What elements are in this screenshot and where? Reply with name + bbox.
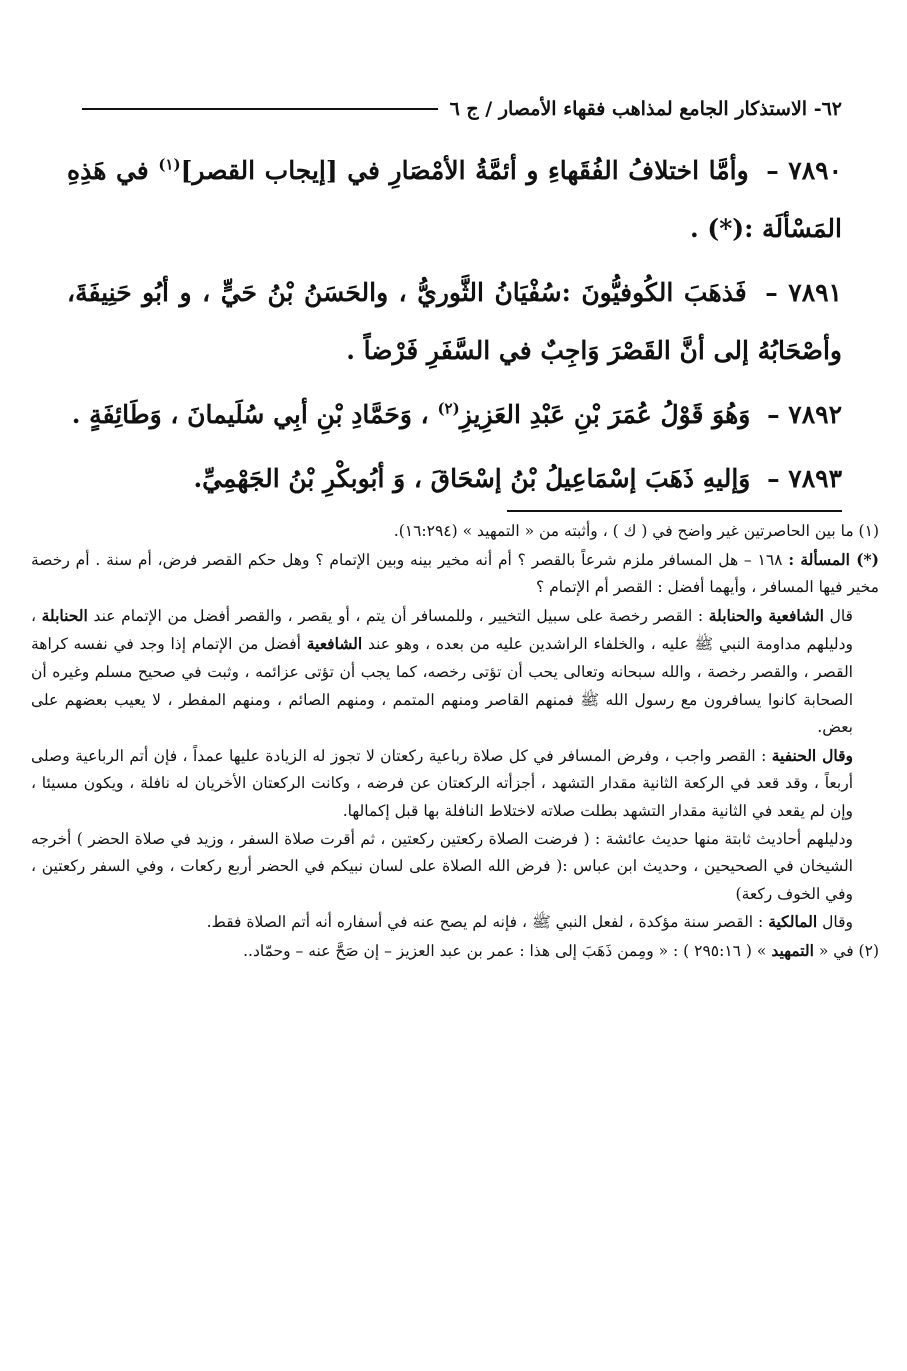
school-label: الشافعية والحنابلة [708, 605, 824, 625]
footnotes [31, 518, 879, 966]
paragraph-7891 [67, 264, 842, 380]
header-rule [82, 108, 438, 110]
paragraph-text: في هَذِهِ المَسْألَة :(*) . [67, 156, 842, 243]
opinion-text: : القصر رخصة على سبيل التخيير ، وللمسافر أن يتم ، أو يقصر ، والقصر أفضل من الإتمام عند [93, 606, 704, 625]
main-text [67, 142, 842, 514]
school-label: المالكية [768, 912, 818, 932]
footnote-ref-1: (١) [158, 155, 181, 174]
shafii-opinion [31, 602, 879, 742]
paragraph-number: ٧٨٩٣ – [767, 464, 842, 493]
paragraph-7892 [67, 386, 842, 444]
footnote-star [31, 546, 879, 602]
paragraph-text: وأمَّا اختلافُ الفُقَهاءِ و أئمَّةُ الأمْصَارِ في [إيجاب القصر] [180, 156, 749, 185]
opinion-text: أفضل من الإتمام إذا وجد في نفسه كراهة القصر ، والقصر رخصة ، والله سبحانه وتعالى يحب أن تؤتى رخصه، كما يجب أن تؤتى عزائمه ، وثبت في صحيح مسلم وغيره أن الصحابة كانوا يسافرون مع رسول الله ﷺ فمنهم القاصر ومنهم المتمم ، ومنهم الصائم ، ومنهم المفطر ، لا يعيب بعضهم على بعض. [31, 635, 853, 737]
issue-label: (*) المسألة : [788, 549, 879, 569]
opinion-lead: وقال [822, 913, 853, 932]
school-name: الشافعية [306, 634, 363, 654]
hanafi-opinion [31, 742, 879, 826]
paragraph-text: وَهُوَ قَوْلُ عُمَرَ بْنِ عَبْدِ العَزِيزِ [459, 400, 751, 429]
paragraph-text: ، وَحَمَّادِ بْنِ أبِي سُلَيمانَ ، وَطَائِفَةٍ . [71, 400, 429, 429]
paragraph-text: وَإليهِ ذَهَبَ إسْمَاعِيلُ بْنُ إسْحَاقَ ، وَ أبُوبكْرِ بْنُ الجَهْمِيِّ. [193, 464, 751, 493]
footnote-text: » ( ٢٩٥:١٦ ) : « ومِمن ذَهَبَ إلى هذا : عمر بن عبد العزيز – إن صَحَّ عنه – وحمّاد.. [243, 941, 767, 960]
paragraph-number: ٧٨٩١ – [765, 278, 842, 307]
footnote-1: (١) ما بين الحاصرتين غير واضح في ( ك ) ، وأثبته من « التمهيد » (١٦:٢٩٤). [393, 522, 879, 540]
footnote-ref-2: (٢) [437, 399, 460, 418]
maliki-opinion [31, 908, 879, 937]
running-header [82, 92, 842, 126]
opinion-text: ، ودليلهم مداومة النبي ﷺ عليه ، والخلفاء الراشدين عليه من بعده ، وهو عند [31, 606, 854, 654]
school-name: الحنابلة [41, 605, 88, 625]
paragraph-text: فَذهَبَ الكُوفيُّونَ :سُفْيَانُ الثَّوريُّ ، والحَسَنُ بْنُ حَيٍّ ، و أبُو حَنِيفَةَ، وأصْحَابُهُ إلى أنَّ القَصْرَ وَاجِبٌ في السَّفَرِ فَرْضاً . [67, 278, 842, 365]
evidence-paragraph: ودليلهم أحاديث ثابتة منها حديث عائشة : ( فرضت الصلاة ركعتين ركعتين ، ثم أقرت صلاة السفر ، وزيد في صلاة الحضر ) أخرجه الشيخان في الصحيحين ، وحديث ابن عباس :( فرض الله الصلاة على لسان نبيكم في الحضر أربع ركعات ، وفي السفر ركعتين ، وفي الخوف ركعة) [31, 829, 853, 903]
footnote-text: (٢) في « [818, 941, 879, 960]
school-label: وقال الحنفية [771, 745, 853, 765]
paragraph-number: ٧٨٩٢ – [767, 400, 842, 429]
opinion-lead: قال [829, 606, 853, 625]
footnote-2 [31, 937, 879, 966]
footnote-divider [507, 510, 842, 512]
source-title: التمهيد [771, 940, 814, 960]
paragraph-7893 [67, 450, 842, 508]
issue-text: ١٦٨ – هل المسافر ملزم شرعاً بالقصر ؟ أم أنه مخير بينه وبين الإتمام ؟ وهل حكم القصر فرض، أم سنة . أم رخصة مخير فيها المسافر ، وأيهما أفضل : القصر أم الإتمام ؟ [31, 550, 879, 597]
paragraph-number: ٧٨٩٠ – [766, 156, 842, 185]
opinion-text: : القصر سنة مؤكدة ، لفعل النبي ﷺ ، فإنه لم يصح عنه في أسفاره أنه أتم الصلاة فقط. [206, 913, 764, 932]
header-title: ٦٢- الاستذكار الجامع لمذاهب فقهاء الأمصار / ج ٦ [449, 98, 842, 120]
opinion-text: : القصر واجب ، وفرض المسافر في كل صلاة رباعية ركعتان لا تجوز له الزيادة عليها عمداً ، فإن أتم الرباعية وصلى أربعاً ، وقد قعد في الركعة الثانية مقدار التشهد ، أجزأته الركعتان عن فرضه ، وكانت الركعتان الأخريان له نافلة ، ويكون مسيئا ، وإن لم يقعد في الثانية مقدار التشهد بطلت صلاته لاختلاط النافلة بها قبل إكمالها. [31, 746, 853, 820]
paragraph-7890 [67, 142, 842, 258]
